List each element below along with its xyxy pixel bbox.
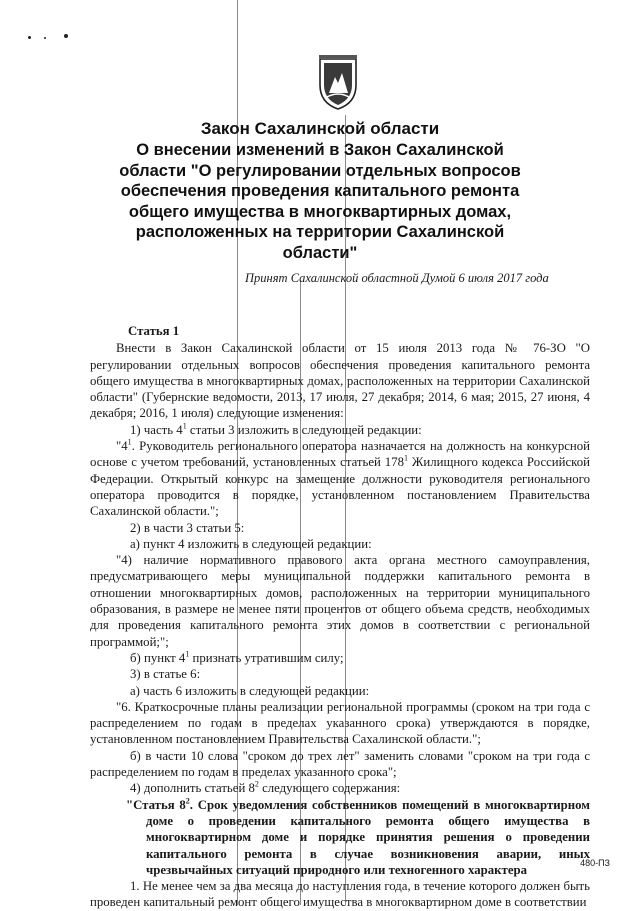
law-title-line-5: расположенных на территории Сахалинской [135,223,505,241]
coat-of-arms-emblem [315,55,361,111]
page-code: 480-ПЗ [580,858,610,868]
article-intro: Внести в Закон Сахалинской области от 15 июля 2013 года № 76-ЗО "О регулировании отдельных вопросов обеспечения проведения капитального ремонта общего имущества в многоквартирных домах, расположенных на территории Сахалинской области" (Губернские ведомости, 2013, 17 июля, 27 декабря; 2014, 6 мая; 2015, 27 июня, 4 декабря; 2016, 1 июля) следующие изменения: [90,341,590,421]
law-title-block [100,118,540,263]
new-article-heading: "Статья $8^2$. Срок уведомления собственников помещений в многоквартирном доме о проведении капитального ремонта общего имущества в многоквартирном доме и порядке принятия решения о проведении капитального ремонта в случае возникновения аварии, иных чрезвычайных ситуаций природного или техногенного характера [126,796,590,877]
item-2b: б) пункт $4^1$ признать утратившим силу; [130,649,344,665]
scan-speck [44,37,46,39]
law-title-line-2: области "О регулировании отдельных вопросов [119,161,521,180]
new-article-paragraph-1: 1. Не менее чем за два месяца до наступления года, в течение которого должен быть проведен капитальный ремонт общего имущества в многоквартирном доме в соответствии [90,879,590,910]
item-3b: б) в части 10 слова "сроком до трех лет" заменить словами "сроком на три года с распределением по годам в пределах указанного срока"; [90,748,590,780]
item-4: 4) дополнить статьей $8^2$ следующего содержания: [130,780,401,796]
article-heading: Статья 1 [128,324,180,338]
adoption-note: Принят Сахалинской областной Думой 6 июля 2017 года [245,271,549,285]
item-3a: а) часть 6 изложить в следующей редакции: [130,683,370,698]
scan-speck [64,34,68,38]
law-heading: Закон Сахалинской области [200,119,440,138]
scan-speck [28,36,31,39]
item-2: 2) в части 3 статьи 5: [130,520,245,535]
document-body [90,323,590,911]
law-title-line-3: обеспечения проведения капитального ремонта [120,182,520,200]
quote-3: "6. Краткосрочные планы реализации региональной программы (сроком на три года с распределением по годам в пределах указанного срока) утверждаются в порядке, установленном постановлением Правительства Сахалинской области."; [90,699,590,747]
item-3: 3) в статье 6: [130,667,201,682]
item-1: 1) часть $4^1$ статьи 3 изложить в следующей редакции: [130,421,422,437]
law-title-line-4: общего имущества в многоквартирных домах, [128,202,512,221]
law-title-line-6: области" [282,243,358,262]
quote-2: "4) наличие нормативного правового акта органа местного самоуправления, предусматривающего меры муниципальной поддержки капитального ремонта в отношении многоквартирных домов, расположенных на территории муниципального образования, в размере не менее пяти процентов от общего объема средств, необходимых для проведения капитального ремонта этих домов в соответствии с региональной программой;"; [90,553,590,649]
law-title-line-1: О внесении изменений в Закон Сахалинской [136,141,504,159]
quote-1: "$4^1$. Руководитель регионального оператора назначается на должность на конкурсной основе с учетом требований, установленных статьей $178^1$ Жилищного кодекса Российской Федерации. Открытый конкурс на замещение должности руководителя регионального оператора проводится в порядке, установленном постановлением Правительства Сахалинской области."; [90,437,590,519]
item-2a: а) пункт 4 изложить в следующей редакции: [130,536,372,551]
